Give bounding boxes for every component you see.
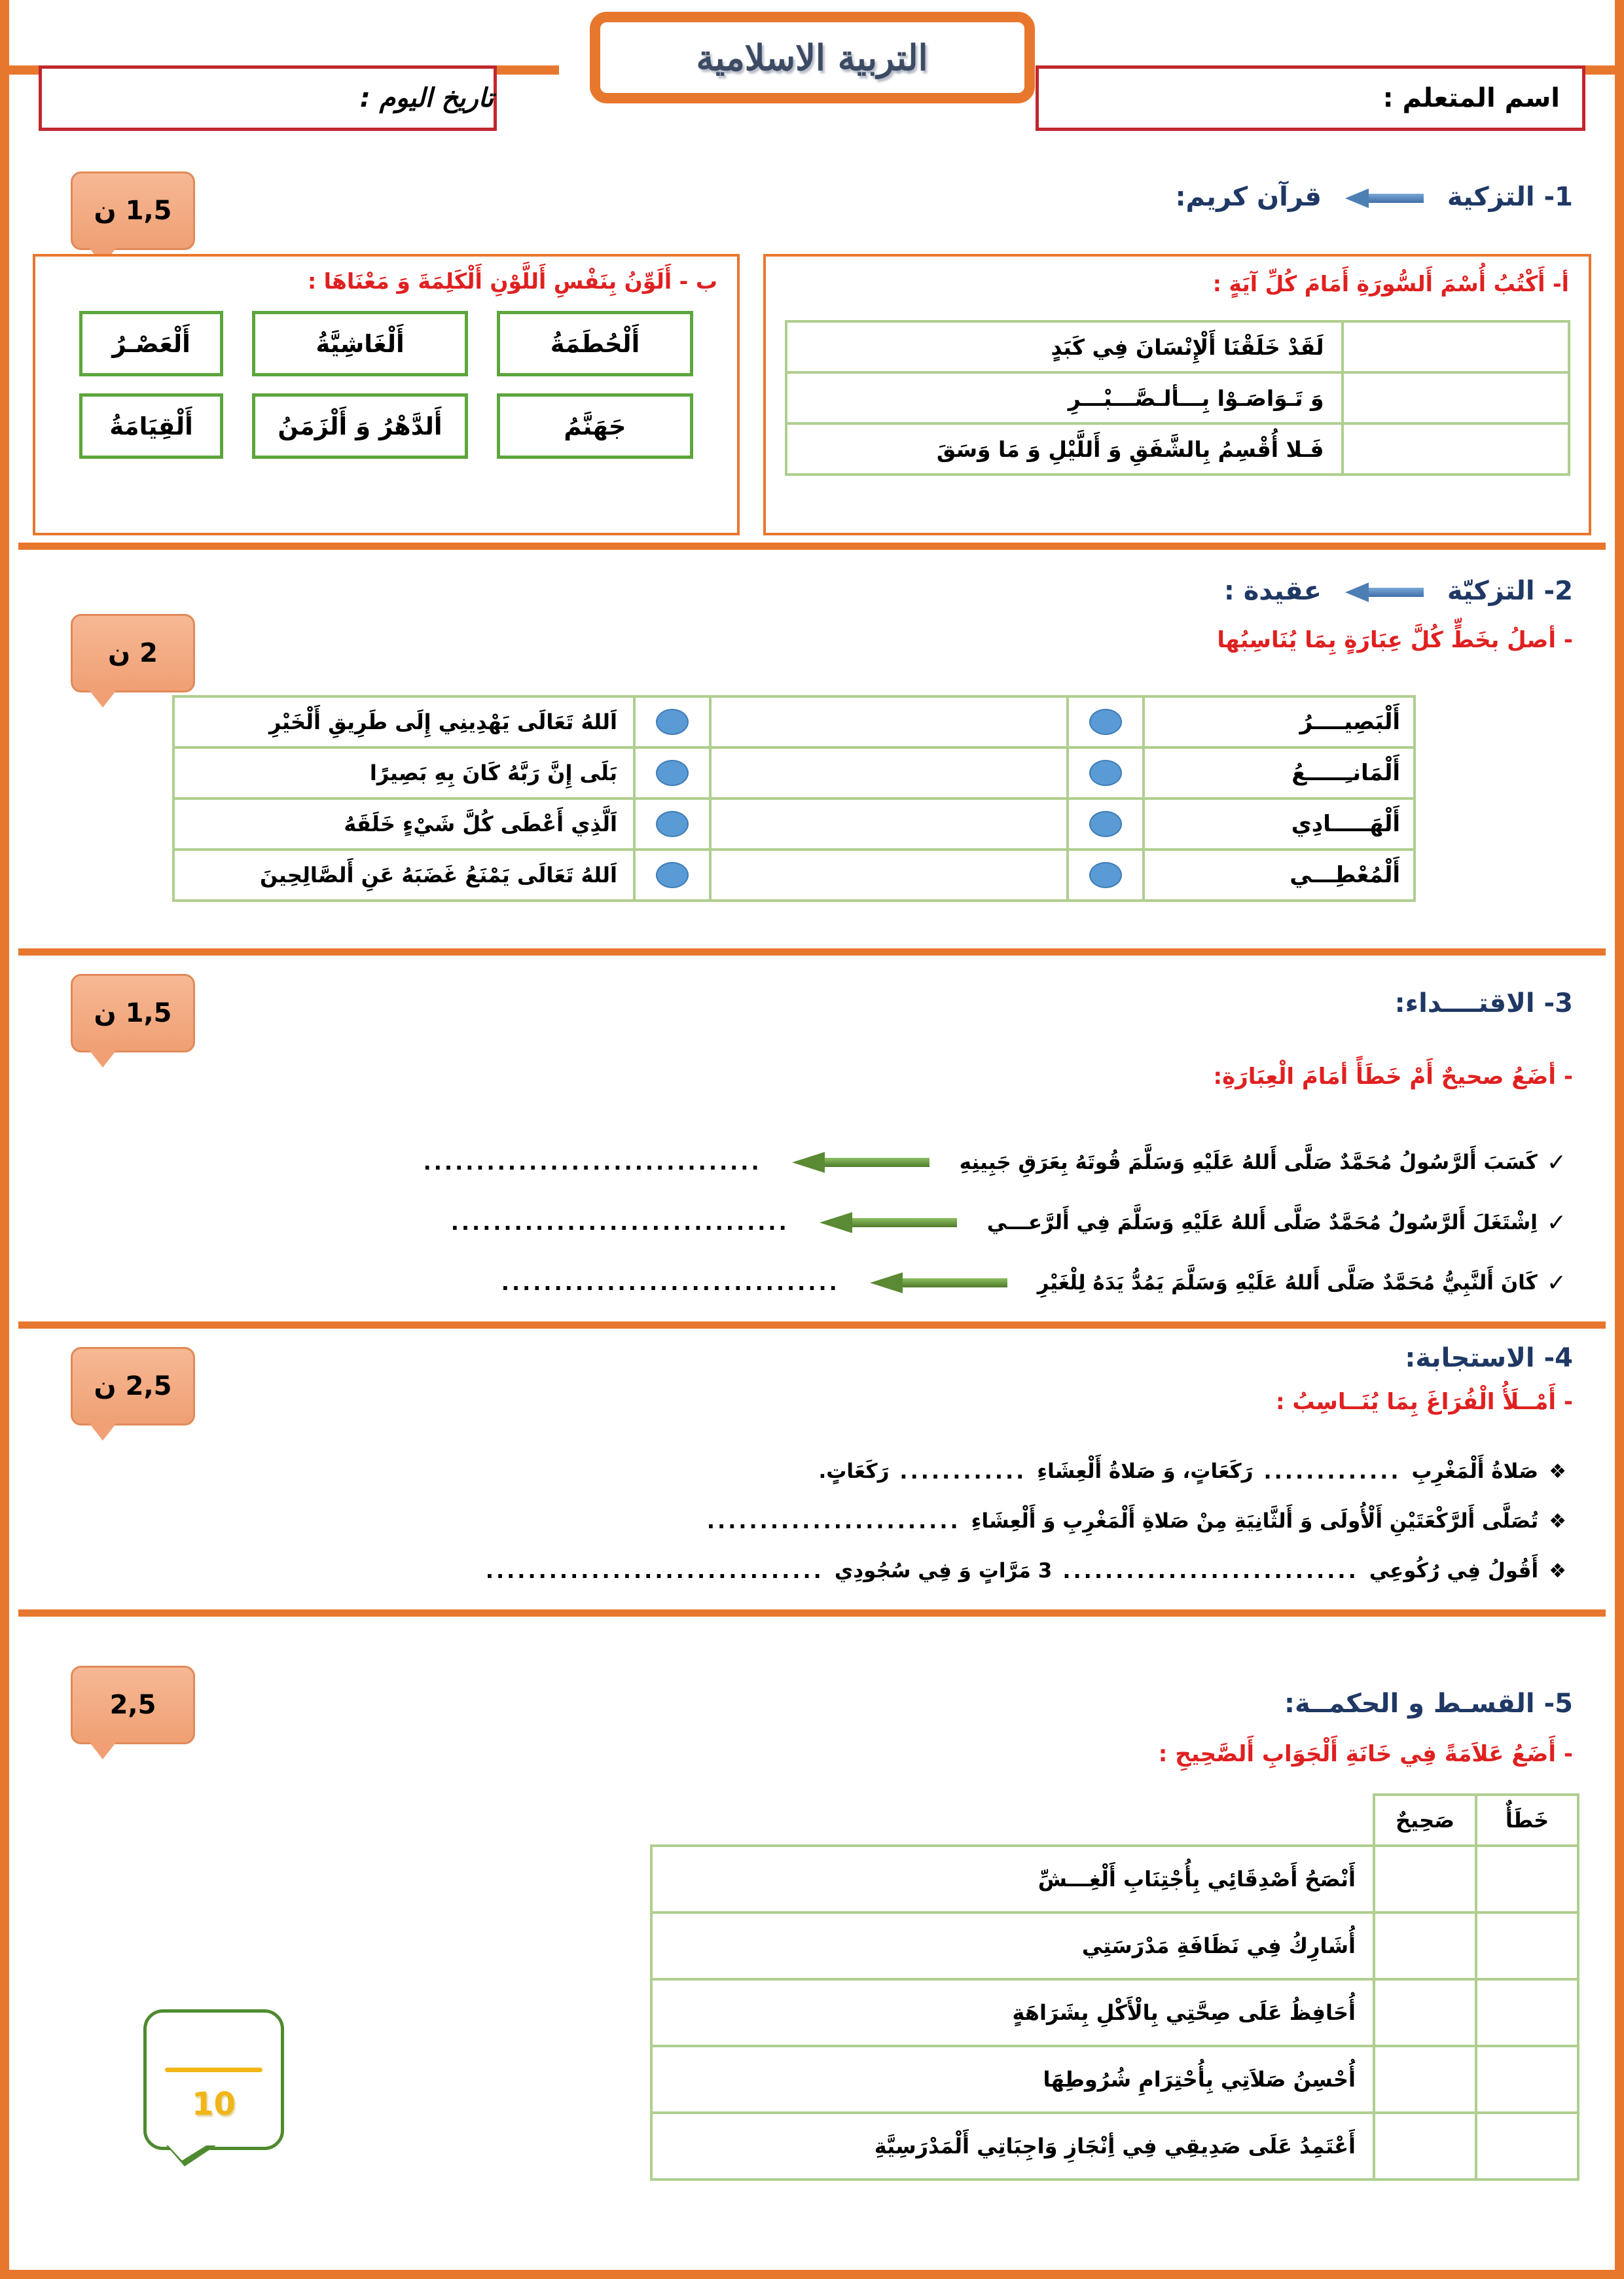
section-2-instruction: - أصلُ بخَطٍّ كُلَّ عِبَارَةٍ بِمَا يُنَاسِبُها [1217,627,1573,653]
connector-dot-icon[interactable] [656,811,689,837]
wrong-checkbox-cell[interactable] [1476,2046,1578,2113]
answer-blank[interactable]: ............................ [1062,1558,1359,1583]
page-number-rule [165,2068,262,2072]
section-4-score-badge: 2,5 ن [71,1347,195,1426]
statement-row [424,1193,1566,1253]
connector-dot-icon[interactable] [1089,811,1122,837]
page-number-bubble [143,2009,284,2150]
word-box[interactable]: أَلدَّهْرُ وَ أَلْزَمَنُ [252,393,468,459]
word-box[interactable]: أَلْحُطَمَةُ [497,311,693,376]
connector-cell-right[interactable] [634,850,710,901]
fill-text: رَكَعَاتٍ. [818,1460,890,1483]
phrase-cell: بَلَى إِنَّ رَبَّهُ كَانَ بِهِ بَصِيرًا [173,747,634,799]
table-row [786,423,1569,475]
connector-cell-left[interactable] [1068,799,1144,850]
table-row [786,372,1569,423]
table-row [651,1846,1578,1912]
verse-cell: فَـلا أُقْسِمُ بِالشَّفَقِ وَ أَللَّيْلِ وَ مَا وَسَقَ [786,423,1343,475]
section-2-score-badge: 2 ن [71,614,195,692]
drawing-space-cell[interactable] [710,850,1068,901]
judgement-statement: أُشَارِكُ فِي نَظَافَةِ مَدْرَسَتِي [651,1912,1374,1979]
wrong-checkbox-cell[interactable] [1476,1846,1578,1912]
student-name-field[interactable] [1036,65,1585,131]
judgement-statement: أُحَافِظُ عَلَى صِحَّتِي بِالْأَكْلِ بِشَرَاهَةٍ [651,1979,1374,2046]
divine-name-cell: أَلْهَـــــادِي [1144,799,1415,850]
statement-row [424,1253,1566,1313]
table-row [651,2113,1578,2180]
word-box[interactable]: جَهَنَّمُ [497,393,693,459]
connector-cell-right[interactable] [634,696,710,747]
answer-blank[interactable]: ............. [1263,1459,1401,1484]
answer-blank[interactable]: ............ [899,1459,1027,1484]
header-spacer [651,1795,1374,1846]
check-icon: ✓ [1546,1149,1566,1176]
wrong-checkbox-cell[interactable] [1476,1912,1578,1979]
correct-checkbox-cell[interactable] [1374,1846,1476,1912]
correct-checkbox-cell[interactable] [1374,2046,1476,2113]
divine-name-cell: أَلْمَانـِـــــعُ [1144,747,1415,799]
connector-dot-icon[interactable] [1089,709,1122,735]
phrase-cell: اَللهُ تَعَالَى يَهْدِينِي إِلَى طَرِيقِ أَلْخَيْرِ [173,696,634,747]
answer-blank[interactable]: ................................ [501,1270,840,1295]
section-5-score-badge: 2,5 [71,1666,195,1744]
statement-row [424,1132,1566,1193]
section-4 [18,1329,1606,1617]
section-4-instruction: - أَمْــلَأُ الْفُرَاغَ بِمَا يُنَــاسِبُ : [1276,1389,1573,1415]
section-1-verse-table [785,320,1570,476]
fill-text: صَلاةُ أَلْمَغْرِبِ [1411,1460,1539,1483]
diamond-bullet-icon: ❖ [1549,1460,1566,1483]
drawing-space-cell[interactable] [710,799,1068,850]
table-row [786,321,1569,372]
wrong-checkbox-cell[interactable] [1476,1979,1578,2046]
judgement-statement: أُحْسِنُ صَلاَتِي بِأُحْتِرَامِ شُرُوطِهَا [651,2046,1374,2113]
page-number: 10 [192,2086,236,2123]
judgement-statement: أَعْتَمِدُ عَلَى صَدِيقِي فِي أِنْجَازِ وَاجِبَاتِي أَلْمَدْرَسِيَّةِ [651,2113,1374,2180]
table-row [651,1979,1578,2046]
wrong-checkbox-cell[interactable] [1476,2113,1578,2180]
table-row [651,2046,1578,2113]
connector-dot-icon[interactable] [1089,862,1122,888]
section-2-matching-table [172,695,1416,902]
section-1-heading: 1- التزكية قرآن كريم: [1175,182,1573,212]
fill-text: تُصَلَّى أَلرَّكْعَتَيْنِ أَلْأُولَى وَ أَلثَّانِيَةِ مِنْ صَلاةِ أَلْمَغْرِبِ وَ أَلْعِشَاءِ [971,1509,1539,1533]
connector-dot-icon[interactable] [656,862,689,888]
answer-blank[interactable]: ........................ [706,1509,961,1534]
section-5-judgement-table [650,1793,1579,2181]
section-2-heading: 2- التزكيّة عقيدة : [1223,576,1573,606]
correct-checkbox-cell[interactable] [1374,1979,1476,2046]
section-1 [18,157,1606,550]
connector-cell-left[interactable] [1068,696,1144,747]
section-5 [18,1617,1606,2265]
fill-blank-row [475,1496,1566,1546]
table-row [173,747,1415,799]
connector-cell-right[interactable] [634,799,710,850]
correct-checkbox-cell[interactable] [1374,2113,1476,2180]
arrow-left-icon [1345,191,1424,206]
table-row [173,799,1415,850]
answer-blank[interactable]: ................................ [485,1558,824,1583]
section-4-heading: 4- الاستجابة: [1405,1343,1573,1373]
table-row [651,1912,1578,1979]
arrow-left-icon [870,1276,1007,1290]
statement-text: كَسَبَ أَلرَّسُولُ مُحَمَّدٌ صَلَّى أَللهُ عَلَيْهِ وَسَلَّمَ قُوتَهُ بِعَرَقِ جَبِينِهِ [959,1151,1538,1174]
answer-blank[interactable]: ................................ [423,1150,762,1175]
date-field[interactable] [39,65,497,131]
divine-name-cell: أَلْبَصِيــــرُ [1144,696,1415,747]
connector-dot-icon[interactable] [1089,760,1122,786]
word-box[interactable]: أَلْغَاشِيَّةُ [252,311,468,376]
surah-answer-cell[interactable] [1343,372,1569,423]
verse-cell: لَقَدْ خَلَقْنَا أَلْإِنْسَانَ فِي كَبَدٍ [786,321,1343,372]
column-header-correct: صَحِيحٌ [1374,1795,1476,1846]
subject-title-plaque [590,12,1035,103]
answer-blank[interactable]: ................................ [450,1210,789,1235]
fill-blank-row [475,1446,1566,1496]
table-row [173,850,1415,901]
section-3-instruction: - أضَعُ صحيحٌ أَمْ خَطَأً أمَامَ الْعِبَارَةِ: [1213,1064,1573,1090]
statement-text: كَانَ أَلنَّبِيُّ مُحَمَّدٌ صَلَّى أَللهُ عَلَيْهِ وَسَلَّمَ يَمُدُّ يَدَهُ لِلْغَيْرِ [1037,1271,1538,1295]
surah-answer-cell[interactable] [1343,423,1569,475]
fill-blank-row [475,1546,1566,1596]
fill-text: أَقُولُ فِي رُكُوعِي [1369,1559,1539,1583]
arrow-left-icon [1345,585,1424,600]
connector-cell-right[interactable] [634,747,710,799]
section-3-score-badge: 1,5 ن [71,974,195,1052]
fill-text: رَكَعَاتٍ، وَ صَلاةُ أَلْعِشَاءِ [1037,1460,1254,1483]
date-label: تاريخ اليوم : [359,83,494,113]
word-box[interactable]: أَلْقِيَامَةُ [79,393,223,459]
section-3 [18,956,1606,1329]
phrase-cell: اَلَّذِي أَعْطَى كُلَّ شَيْءٍ خَلَقَهُ [173,799,634,850]
connector-dot-icon[interactable] [656,709,689,735]
drawing-space-cell[interactable] [710,747,1068,799]
diamond-bullet-icon: ❖ [1549,1559,1566,1583]
fill-text: 3 مَرَّاتٍ وَ فِي سُجُودِي [834,1559,1053,1583]
judgement-statement: أَنْصَحُ أَصْدِقَائِي بِأُجْتِنَابِ أَلْغِـــشِّ [651,1846,1374,1912]
diamond-bullet-icon: ❖ [1549,1509,1566,1533]
verse-cell: وَ تَـوَاصَـوْا بِـــألـصَّـــبْـــرِ [786,372,1343,423]
statement-text: اِشْتَغَلَ أَلرَّسُولُ مُحَمَّدٌ صَلَّى أَللهُ عَلَيْهِ وَسَلَّمَ فِي أَلرَّعـــي [986,1211,1538,1234]
check-icon: ✓ [1546,1209,1566,1236]
arrow-left-icon [820,1215,957,1230]
drawing-space-cell[interactable] [710,696,1068,747]
section-1-part-b-label: ب - أَلَوِّنُ بِنَفْسِ أَللَّوْنِ أَلْكَلِمَةَ وَ مَعْنَاهَا : [307,268,717,294]
section-1-part-a-label: أ- أَكْتُبُ أُسْمَ أَلسُّورَةِ أَمَامَ كُلِّ آيَةٍ : [1212,271,1569,296]
student-name-label: اسم المتعلم : [1382,83,1560,113]
section-1-part-a-panel [763,254,1591,535]
word-box[interactable]: أَلْعَصْـرُ [79,311,223,376]
section-5-heading: 5- القسـط و الحكمــة: [1284,1689,1573,1719]
connector-dot-icon[interactable] [656,760,689,786]
section-3-heading: 3- الاقتــــداء: [1394,988,1573,1018]
surah-answer-cell[interactable] [1343,321,1569,372]
section-1-score-badge: 1,5 ن [71,171,195,250]
table-row [173,696,1415,747]
page-title: التربية الاسلامية [696,37,928,79]
column-header-wrong: خَطَأٌ [1476,1795,1578,1846]
connector-cell-left[interactable] [1068,747,1144,799]
divine-name-cell: أَلْمُعْطِـــي [1144,850,1415,901]
table-header-row [651,1795,1578,1846]
section-2 [18,550,1606,956]
correct-checkbox-cell[interactable] [1374,1912,1476,1979]
arrow-left-icon [792,1155,929,1170]
phrase-cell: اَللهُ تَعَالَى يَمْنَعُ غَضَبَهُ عَنِ أَلصَّالِحِينَ [173,850,634,901]
check-icon: ✓ [1546,1269,1566,1297]
section-5-instruction: - أَضَعُ عَلاَمَةً فِي خَانَةِ أَلْجَوَابِ أَلصَّحِيحِ : [1158,1741,1573,1767]
section-1-part-b-panel [33,254,740,535]
connector-cell-left[interactable] [1068,850,1144,901]
